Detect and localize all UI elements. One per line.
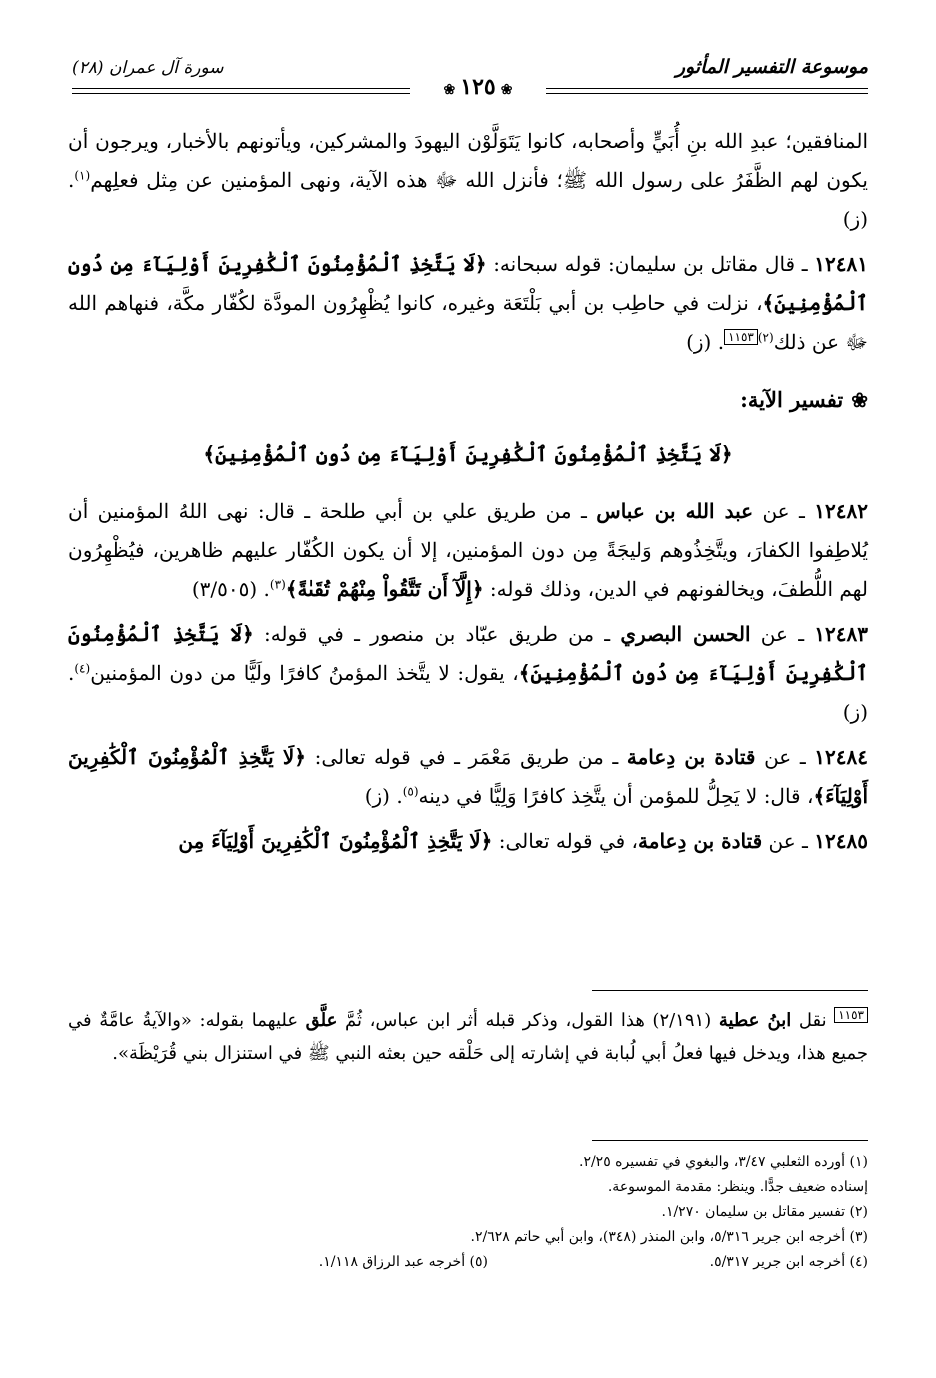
paragraph-text: ـ عن bbox=[755, 745, 815, 769]
quran-quote: ﴿إِلَّآ أَن تَتَّقُواْ مِنْهُمْ تُقَىٰةً﴾ bbox=[285, 577, 484, 601]
footnote-3: (٣) أخرجه ابن جرير ٥/٣١٦، وابن المنذر (٣٤٨)، وابن أبي حاتم ٢/٦٢٨. bbox=[470, 1229, 868, 1245]
narrator-name: عبد الله بن عباس bbox=[596, 499, 754, 523]
quran-quote: ﴿لَا يَتَّخِذِ ٱلْمُؤْمِنُونَ ٱلْكَٰفِرِينَ أَوْلِيَآءَ مِن دُونِ ٱلْمُؤْمِنِينَ﴾ bbox=[68, 252, 868, 315]
paragraph-text: ـ عن bbox=[762, 829, 815, 853]
footnote-2: (٢) تفسير مقاتل بن سليمان ١/٢٧٠. bbox=[661, 1204, 868, 1220]
footnote-1-note: إسناده ضعيف جدًّا. وينظر: مقدمة الموسوعة. bbox=[607, 1179, 868, 1195]
page-number bbox=[412, 74, 544, 100]
paragraph-text: ، في قوله تعالى: bbox=[492, 829, 639, 853]
editorial-keyword: علَّق bbox=[305, 1010, 338, 1031]
ornament-icon: ❀ bbox=[500, 82, 513, 98]
editorial-text: نقل bbox=[791, 1010, 835, 1031]
paragraph-text: ـ من طريق عبّاد بن منصور ـ في قوله: bbox=[253, 622, 621, 646]
footnote-1: (١) أورده الثعلبي ٣/٤٧، والبغوي في تفسيره ٢/٢٥. bbox=[578, 1154, 868, 1170]
editorial-divider bbox=[592, 990, 868, 991]
scholar-name: ابنُ عطية bbox=[718, 1010, 792, 1031]
quran-quote: ﴿لَا يَتَّخِذِ ٱلْمُؤْمِنُونَ ٱلْكَٰفِرِينَ أَوْلِيَآءَ﴾ bbox=[68, 745, 868, 808]
footnote-marker: (٢) bbox=[757, 330, 774, 345]
narration-12481 bbox=[68, 245, 868, 362]
narration-number: ١٢٤٨١ bbox=[814, 252, 868, 276]
paragraph-text: . (ز) bbox=[68, 168, 868, 231]
paragraph-text: ، نزلت في حاطِب بن أبي بَلْتَعَة وغيره، كانوا يُظْهِرُون المودَّة لكُفّار مكَّة، فنهاهم الله ﷻ عن ذلك bbox=[68, 291, 868, 354]
narrator-name: قتادة بن دِعامة bbox=[626, 745, 756, 769]
narration-number: ١٢٤٨٣ bbox=[814, 622, 868, 646]
flower-icon: ❀ bbox=[851, 388, 868, 412]
header-rule-left bbox=[72, 88, 410, 94]
paragraph-text: ـ من طريق مَعْمَر ـ في قوله تعالى: bbox=[306, 745, 627, 769]
paragraph-text: المنافقين؛ عبدِ الله بنِ أُبَيٍّ وأصحابه، كانوا يَتَوَلَّوْن اليهودَ والمشركين، ويأتونهم بالأخبار، ويرجون أن يكون لهم الظَّفَرُ على رسول الله ﷺ؛ فأنزل الله ﷻ هذه الآية، ونهى المؤمنين عن مِثل فعلِهم bbox=[68, 129, 868, 192]
paragraph-continuation bbox=[68, 122, 868, 239]
narration-number: ١٢٤٨٢ bbox=[814, 499, 868, 523]
narration-number: ١٢٤٨٤ bbox=[814, 745, 868, 769]
narrator-name: الحسن البصري bbox=[620, 622, 751, 646]
paragraph-text: . (ز) bbox=[686, 330, 725, 354]
editorial-text: (٢/١٩١) هذا القول، وذكر قبله أثر ابن عباس، ثُمَّ bbox=[337, 1010, 719, 1031]
narration-12483 bbox=[68, 615, 868, 732]
narration-number: ١٢٤٨٥ bbox=[814, 829, 868, 853]
footnote-marker: (٥) bbox=[402, 784, 419, 799]
quran-quote: ﴿لَا يَتَّخِذِ ٱلْمُؤْمِنُونَ ٱلْكَٰفِرِينَ أَوْلِيَآءَ مِن bbox=[178, 829, 493, 853]
paragraph-text: ـ عن bbox=[750, 622, 815, 646]
section-heading-text: تفسير الآية: bbox=[740, 387, 844, 412]
footnote-marker: (٤) bbox=[74, 661, 91, 676]
paragraph-text: . (ز) bbox=[68, 661, 868, 724]
paragraph-text: ـ قال مقاتل بن سليمان: قوله سبحانه: bbox=[486, 252, 815, 276]
running-title: موسوعة التفسير المأثور bbox=[675, 56, 868, 78]
narration-12482 bbox=[68, 492, 868, 609]
paragraph-text: ، قال: لا يَحِلُّ للمؤمن أن يتَّخِذ كافرًا وَلِيًّا في دينه bbox=[418, 784, 814, 808]
editorial-ref-box: ١١٥٣ bbox=[834, 1007, 868, 1023]
ornament-icon: ❀ bbox=[443, 82, 456, 98]
paragraph-text: . (٣/٥٠٥) bbox=[191, 577, 270, 601]
verse-heading: ﴿لَا يَتَّخِذِ ٱلْمُؤْمِنُونَ ٱلْكَٰفِرِينَ أَوْلِيَآءَ مِن دُونِ ٱلْمُؤْمِنِينَ﴾ bbox=[203, 442, 733, 466]
paragraph-text: ، يقول: لا يتَّخذ المؤمنُ كافرًا ولَيًّا من دون المؤمنين bbox=[90, 661, 519, 685]
footnote-marker: (٣) bbox=[269, 577, 286, 592]
narration-12485 bbox=[68, 822, 868, 861]
editorial-note bbox=[68, 1004, 868, 1070]
footnotes bbox=[68, 1150, 868, 1275]
narration-12484 bbox=[68, 738, 868, 816]
narrator-name: قتادة بن دِعامة bbox=[638, 829, 763, 853]
surah-name: سورة آل عمران (٢٨) bbox=[72, 58, 224, 78]
footnote-row bbox=[68, 1250, 868, 1275]
page-header bbox=[72, 54, 868, 100]
paragraph-text: . (ز) bbox=[364, 784, 403, 808]
editorial-text: عليهما بقوله: «والآيةُ عامَّةٌ في جميع هذا، ويدخل فيها فعلُ أبي لُبابة في إشارته إلى حَلْقه حين بعثه النبي ﷺ في استنزال بني قُرَيْظَة». bbox=[68, 1010, 868, 1064]
footnote-marker: (١) bbox=[74, 168, 91, 183]
header-rule-right bbox=[546, 88, 868, 94]
footnote-5: (٥) أخرجه عبد الرزاق ١/١١٨. bbox=[318, 1254, 488, 1270]
paragraph-text: ـ من طريق علي بن أبي طلحة ـ قال: نهى اللهُ المؤمنين أن يُلاطِفوا الكفارَ، ويتَّخِذُوهم وَليجَةً مِن دون المؤمنين، إلا أن يكون الكُفّار عليهم ظاهرين، فيُظْهِرُون لهم اللُّطفَ، ويخالفونهم في الدين، وذلك قوله: bbox=[68, 499, 868, 601]
section-heading bbox=[68, 382, 868, 418]
main-text bbox=[68, 122, 868, 867]
editorial-ref-box: ١١٥٣ bbox=[724, 329, 758, 345]
quran-quote: ﴿لَا يَتَّخِذِ ٱلْمُؤْمِنُونَ ٱلْكَٰفِرِينَ أَوْلِيَآءَ مِن دُونِ ٱلْمُؤْمِنِينَ﴾ bbox=[68, 622, 868, 685]
footnote-divider bbox=[592, 1140, 868, 1141]
paragraph-text: ـ عن bbox=[753, 499, 815, 523]
footnote-4: (٤) أخرجه ابن جرير ٥/٣١٧. bbox=[709, 1254, 868, 1270]
page-number-value: ١٢٥ bbox=[460, 74, 496, 100]
